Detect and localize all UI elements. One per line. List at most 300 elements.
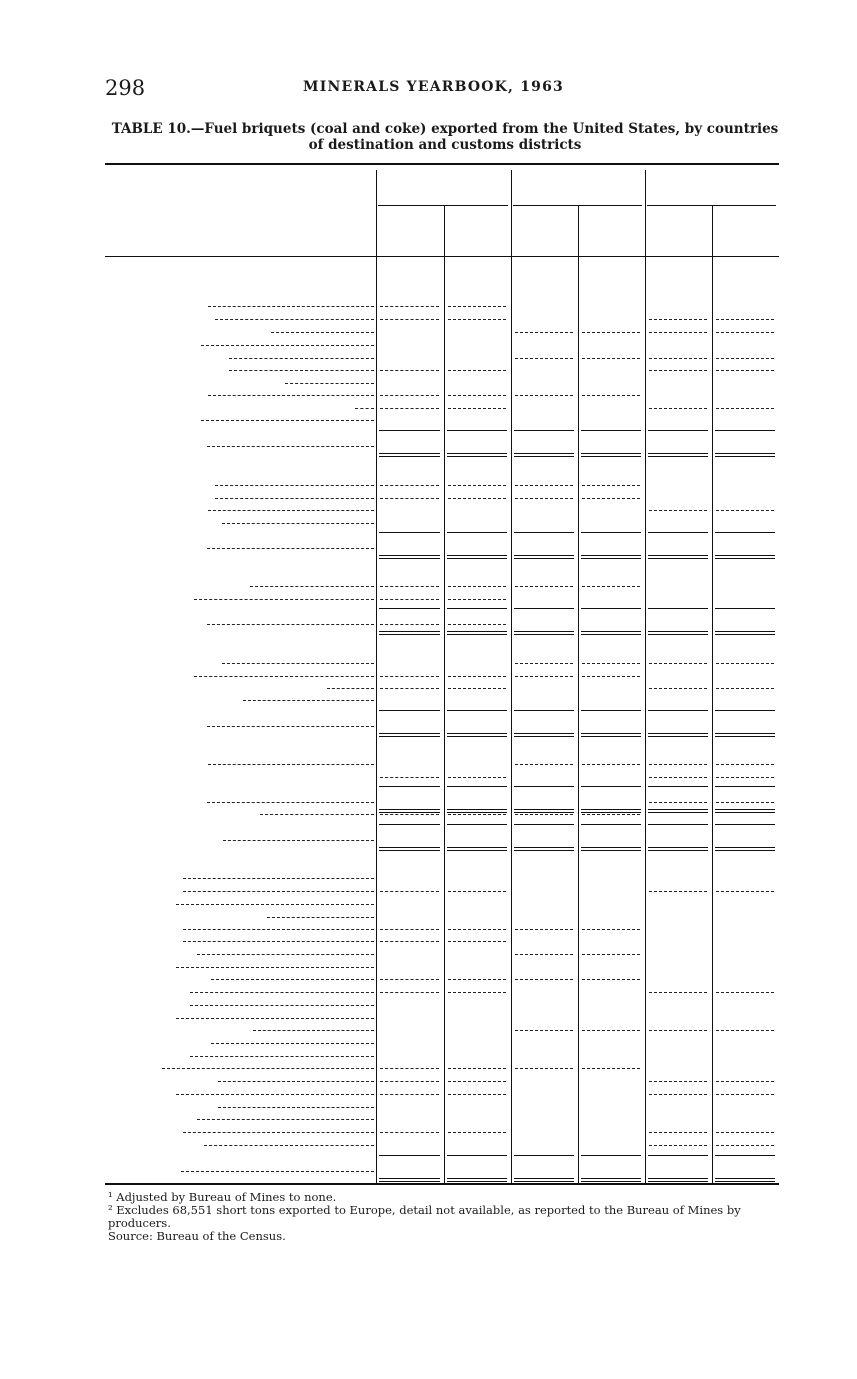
total-rule xyxy=(648,555,708,556)
total-rule xyxy=(379,558,440,559)
leader-dots xyxy=(253,1030,374,1031)
total-rule xyxy=(648,453,708,454)
total-rule xyxy=(715,608,775,609)
total-rule xyxy=(447,555,507,556)
header-bottom-rule xyxy=(105,256,779,257)
leader-dots xyxy=(208,395,374,396)
empty-cell-dash xyxy=(380,624,439,625)
leader-dots xyxy=(201,345,374,346)
total-rule xyxy=(648,847,708,848)
total-rule xyxy=(648,850,708,851)
total-rule xyxy=(447,812,507,813)
total-rule xyxy=(447,809,507,810)
empty-cell-dash xyxy=(582,676,640,677)
empty-cell-dash xyxy=(582,814,640,815)
total-rule xyxy=(514,430,574,431)
leader-dots xyxy=(208,764,374,765)
empty-cell-dash xyxy=(716,777,774,778)
total-rule xyxy=(379,555,440,556)
total-rule xyxy=(514,824,574,825)
column-rule xyxy=(578,206,579,1183)
leader-dots xyxy=(183,929,374,930)
empty-cell-dash xyxy=(582,332,640,333)
total-rule xyxy=(715,786,775,787)
empty-cell-dash xyxy=(582,979,640,980)
total-rule xyxy=(648,631,708,632)
column-rule xyxy=(444,206,445,1183)
total-rule xyxy=(715,1181,775,1182)
total-rule xyxy=(715,824,775,825)
leader-dots xyxy=(250,586,374,587)
empty-cell-dash xyxy=(448,485,506,486)
empty-cell-dash xyxy=(649,358,707,359)
empty-cell-dash xyxy=(448,306,506,307)
leader-dots xyxy=(190,1005,374,1006)
empty-cell-dash xyxy=(448,1081,506,1082)
leader-dots xyxy=(211,979,374,980)
total-rule xyxy=(581,850,641,851)
empty-cell-dash xyxy=(515,586,573,587)
leader-dots xyxy=(243,700,374,701)
leader-dots xyxy=(207,726,374,727)
total-rule xyxy=(581,809,641,810)
leader-dots xyxy=(208,510,374,511)
total-rule xyxy=(581,812,641,813)
empty-cell-dash xyxy=(448,498,506,499)
total-rule xyxy=(514,631,574,632)
empty-cell-dash xyxy=(515,676,573,677)
footnotes xyxy=(108,1191,788,1243)
total-rule xyxy=(447,710,507,711)
total-rule xyxy=(581,736,641,737)
empty-cell-dash xyxy=(380,485,439,486)
leader-dots xyxy=(215,485,374,486)
empty-cell-dash xyxy=(649,663,707,664)
total-rule xyxy=(514,736,574,737)
leader-dots xyxy=(271,332,374,333)
leader-dots xyxy=(201,420,374,421)
empty-cell-dash xyxy=(380,1081,439,1082)
total-rule xyxy=(648,608,708,609)
leader-dots xyxy=(327,688,374,689)
total-rule xyxy=(379,786,440,787)
total-rule xyxy=(447,733,507,734)
empty-cell-dash xyxy=(649,1145,707,1146)
total-rule xyxy=(648,1178,708,1179)
empty-cell-dash xyxy=(716,332,774,333)
total-rule xyxy=(581,733,641,734)
total-rule xyxy=(514,710,574,711)
total-rule xyxy=(715,736,775,737)
leader-dots xyxy=(197,1119,374,1120)
empty-cell-dash xyxy=(380,306,439,307)
empty-cell-dash xyxy=(515,498,573,499)
leader-dots xyxy=(207,802,374,803)
leader-dots xyxy=(218,1081,374,1082)
total-rule xyxy=(447,558,507,559)
leader-dots xyxy=(194,599,374,600)
leader-dots xyxy=(176,1018,374,1019)
empty-cell-dash xyxy=(448,1068,506,1069)
leader-dots xyxy=(218,1107,374,1108)
empty-cell-dash xyxy=(515,1030,573,1031)
empty-cell-dash xyxy=(649,319,707,320)
empty-cell-dash xyxy=(448,599,506,600)
total-rule xyxy=(379,1155,440,1156)
empty-cell-dash xyxy=(448,370,506,371)
total-rule xyxy=(715,1155,775,1156)
column-rule xyxy=(645,170,646,1183)
total-rule xyxy=(715,733,775,734)
total-rule xyxy=(379,532,440,533)
leader-dots xyxy=(215,319,374,320)
empty-cell-dash xyxy=(380,1094,439,1095)
empty-cell-dash xyxy=(380,929,439,930)
total-rule xyxy=(379,850,440,851)
total-rule xyxy=(379,1181,440,1182)
empty-cell-dash xyxy=(380,979,439,980)
empty-cell-dash xyxy=(716,1094,774,1095)
total-rule xyxy=(648,809,708,810)
empty-cell-dash xyxy=(380,1132,439,1133)
empty-cell-dash xyxy=(448,676,506,677)
empty-cell-dash xyxy=(448,319,506,320)
total-rule xyxy=(514,532,574,533)
page-header xyxy=(105,76,785,100)
empty-cell-dash xyxy=(716,764,774,765)
empty-cell-dash xyxy=(649,802,707,803)
leader-dots xyxy=(260,814,374,815)
empty-cell-dash xyxy=(649,332,707,333)
empty-cell-dash xyxy=(649,891,707,892)
empty-cell-dash xyxy=(448,624,506,625)
empty-cell-dash xyxy=(515,929,573,930)
total-rule xyxy=(514,1178,574,1179)
empty-cell-dash xyxy=(448,891,506,892)
empty-cell-dash xyxy=(515,1068,573,1069)
total-rule xyxy=(447,1155,507,1156)
empty-cell-dash xyxy=(716,319,774,320)
leader-dots xyxy=(229,358,374,359)
empty-cell-dash xyxy=(448,688,506,689)
total-rule xyxy=(514,558,574,559)
empty-cell-dash xyxy=(582,764,640,765)
empty-cell-dash xyxy=(582,929,640,930)
empty-cell-dash xyxy=(380,941,439,942)
total-rule xyxy=(581,631,641,632)
total-rule xyxy=(581,1181,641,1182)
empty-cell-dash xyxy=(448,586,506,587)
running-head: MINERALS YEARBOOK, 1963 xyxy=(303,79,564,95)
leader-dots xyxy=(222,523,374,524)
empty-cell-dash xyxy=(448,1094,506,1095)
total-rule xyxy=(447,453,507,454)
total-rule xyxy=(581,558,641,559)
total-rule xyxy=(581,1155,641,1156)
total-rule xyxy=(715,631,775,632)
empty-cell-dash xyxy=(380,498,439,499)
total-rule xyxy=(379,456,440,457)
total-rule xyxy=(447,824,507,825)
empty-cell-dash xyxy=(448,395,506,396)
empty-cell-dash xyxy=(515,358,573,359)
leader-dots xyxy=(194,676,374,677)
total-rule xyxy=(715,555,775,556)
total-rule xyxy=(447,631,507,632)
empty-cell-dash xyxy=(716,510,774,511)
leader-dots xyxy=(197,954,374,955)
empty-cell-dash xyxy=(448,408,506,409)
total-rule xyxy=(648,824,708,825)
leader-dots xyxy=(223,840,374,841)
empty-cell-dash xyxy=(380,319,439,320)
total-rule xyxy=(379,733,440,734)
empty-cell-dash xyxy=(716,802,774,803)
empty-cell-dash xyxy=(380,777,439,778)
leader-dots xyxy=(215,498,374,499)
total-rule xyxy=(715,532,775,533)
leader-dots xyxy=(207,548,374,549)
total-rule xyxy=(447,786,507,787)
leader-dots xyxy=(211,1043,374,1044)
empty-cell-dash xyxy=(649,1094,707,1095)
leader-dots xyxy=(229,370,374,371)
column-rule xyxy=(376,170,377,1183)
total-rule xyxy=(715,850,775,851)
total-rule xyxy=(715,558,775,559)
total-rule xyxy=(447,847,507,848)
total-rule xyxy=(648,1155,708,1156)
empty-cell-dash xyxy=(716,1145,774,1146)
footnote-2: ² Excludes 68,551 short tons exported to Europe, detail not available, as reported to the Bureau of Mines by producers. xyxy=(108,1203,741,1230)
empty-cell-dash xyxy=(515,332,573,333)
leader-dots xyxy=(176,967,374,968)
total-rule xyxy=(514,847,574,848)
leader-dots xyxy=(176,904,374,905)
total-rule xyxy=(447,608,507,609)
total-rule xyxy=(514,1181,574,1182)
total-rule xyxy=(581,710,641,711)
empty-cell-dash xyxy=(380,395,439,396)
total-rule xyxy=(581,634,641,635)
total-rule xyxy=(379,824,440,825)
empty-cell-dash xyxy=(582,663,640,664)
total-rule xyxy=(379,608,440,609)
empty-cell-dash xyxy=(649,1030,707,1031)
total-rule xyxy=(648,532,708,533)
total-rule xyxy=(379,453,440,454)
empty-cell-dash xyxy=(716,663,774,664)
total-rule xyxy=(581,847,641,848)
total-rule xyxy=(379,430,440,431)
total-rule xyxy=(648,786,708,787)
total-rule xyxy=(447,634,507,635)
empty-cell-dash xyxy=(380,992,439,993)
total-rule xyxy=(447,736,507,737)
total-rule xyxy=(379,809,440,810)
total-rule xyxy=(514,809,574,810)
total-rule xyxy=(648,733,708,734)
total-rule xyxy=(648,710,708,711)
total-rule xyxy=(648,430,708,431)
empty-cell-dash xyxy=(649,1132,707,1133)
total-rule xyxy=(715,430,775,431)
total-rule xyxy=(581,453,641,454)
empty-cell-dash xyxy=(649,510,707,511)
table-title: TABLE 10.—Fuel briquets (coal and coke) exported from the United States, by countries of destination and customs districts xyxy=(111,121,779,153)
empty-cell-dash xyxy=(716,370,774,371)
year-underline xyxy=(378,205,508,206)
empty-cell-dash xyxy=(380,891,439,892)
empty-cell-dash xyxy=(448,1132,506,1133)
leader-dots xyxy=(207,624,374,625)
empty-cell-dash xyxy=(716,688,774,689)
total-rule xyxy=(715,453,775,454)
total-rule xyxy=(648,456,708,457)
empty-cell-dash xyxy=(716,891,774,892)
total-rule xyxy=(514,812,574,813)
footnote-1: ¹ Adjusted by Bureau of Mines to none. xyxy=(108,1190,337,1204)
leader-dots xyxy=(183,878,374,879)
total-rule xyxy=(514,555,574,556)
source-note: Source: Bureau of the Census. xyxy=(108,1229,286,1243)
total-rule xyxy=(648,736,708,737)
empty-cell-dash xyxy=(582,1068,640,1069)
total-rule xyxy=(715,710,775,711)
empty-cell-dash xyxy=(515,814,573,815)
total-rule xyxy=(715,812,775,813)
empty-cell-dash xyxy=(448,979,506,980)
leader-dots xyxy=(176,1094,374,1095)
table-top-rule xyxy=(105,163,779,165)
total-rule xyxy=(514,453,574,454)
empty-cell-dash xyxy=(448,814,506,815)
empty-cell-dash xyxy=(649,1081,707,1082)
total-rule xyxy=(648,634,708,635)
leader-dots xyxy=(222,663,374,664)
empty-cell-dash xyxy=(716,992,774,993)
total-rule xyxy=(581,1178,641,1179)
total-rule xyxy=(581,532,641,533)
total-rule xyxy=(514,1155,574,1156)
empty-cell-dash xyxy=(380,688,439,689)
leader-dots xyxy=(208,306,374,307)
total-rule xyxy=(715,1178,775,1179)
total-rule xyxy=(715,847,775,848)
total-rule xyxy=(715,634,775,635)
empty-cell-dash xyxy=(582,395,640,396)
empty-cell-dash xyxy=(716,1132,774,1133)
total-rule xyxy=(715,456,775,457)
empty-cell-dash xyxy=(716,1081,774,1082)
empty-cell-dash xyxy=(448,929,506,930)
total-rule xyxy=(648,812,708,813)
leader-dots xyxy=(207,446,374,447)
total-rule xyxy=(514,786,574,787)
total-rule xyxy=(447,850,507,851)
total-rule xyxy=(447,532,507,533)
table-bottom-rule xyxy=(105,1183,779,1185)
page-number: 298 xyxy=(105,76,146,100)
empty-cell-dash xyxy=(649,408,707,409)
total-rule xyxy=(379,812,440,813)
total-rule xyxy=(379,1178,440,1179)
empty-cell-dash xyxy=(380,676,439,677)
empty-cell-dash xyxy=(515,485,573,486)
total-rule xyxy=(379,634,440,635)
leader-dots xyxy=(162,1068,374,1069)
leader-dots xyxy=(285,383,374,384)
empty-cell-dash xyxy=(582,1030,640,1031)
total-rule xyxy=(379,736,440,737)
empty-cell-dash xyxy=(649,992,707,993)
empty-cell-dash xyxy=(582,498,640,499)
empty-cell-dash xyxy=(515,954,573,955)
empty-cell-dash xyxy=(380,370,439,371)
empty-cell-dash xyxy=(649,688,707,689)
empty-cell-dash xyxy=(380,586,439,587)
empty-cell-dash xyxy=(448,992,506,993)
total-rule xyxy=(447,1178,507,1179)
empty-cell-dash xyxy=(515,764,573,765)
leader-dots xyxy=(355,408,374,409)
column-rule xyxy=(712,206,713,1183)
leader-dots xyxy=(183,941,374,942)
total-rule xyxy=(581,555,641,556)
total-rule xyxy=(581,824,641,825)
empty-cell-dash xyxy=(448,941,506,942)
empty-cell-dash xyxy=(582,358,640,359)
empty-cell-dash xyxy=(649,764,707,765)
leader-dots xyxy=(190,992,374,993)
total-rule xyxy=(715,809,775,810)
empty-cell-dash xyxy=(515,663,573,664)
total-rule xyxy=(379,710,440,711)
total-rule xyxy=(581,456,641,457)
empty-cell-dash xyxy=(649,370,707,371)
total-rule xyxy=(379,847,440,848)
leader-dots xyxy=(190,1056,374,1057)
leader-dots xyxy=(267,917,374,918)
total-rule xyxy=(581,786,641,787)
total-rule xyxy=(648,558,708,559)
empty-cell-dash xyxy=(380,1068,439,1069)
empty-cell-dash xyxy=(380,599,439,600)
empty-cell-dash xyxy=(448,777,506,778)
total-rule xyxy=(514,850,574,851)
column-rule xyxy=(511,170,512,1183)
total-rule xyxy=(514,634,574,635)
empty-cell-dash xyxy=(515,979,573,980)
leader-dots xyxy=(204,1145,374,1146)
total-rule xyxy=(447,456,507,457)
total-rule xyxy=(447,1181,507,1182)
empty-cell-dash xyxy=(716,408,774,409)
total-rule xyxy=(581,608,641,609)
total-rule xyxy=(447,430,507,431)
leader-dots xyxy=(183,891,374,892)
empty-cell-dash xyxy=(515,395,573,396)
total-rule xyxy=(514,608,574,609)
total-rule xyxy=(514,733,574,734)
empty-cell-dash xyxy=(380,814,439,815)
leader-dots xyxy=(183,1132,374,1133)
empty-cell-dash xyxy=(380,408,439,409)
empty-cell-dash xyxy=(582,586,640,587)
total-rule xyxy=(379,631,440,632)
empty-cell-dash xyxy=(716,358,774,359)
leader-dots xyxy=(181,1171,374,1172)
